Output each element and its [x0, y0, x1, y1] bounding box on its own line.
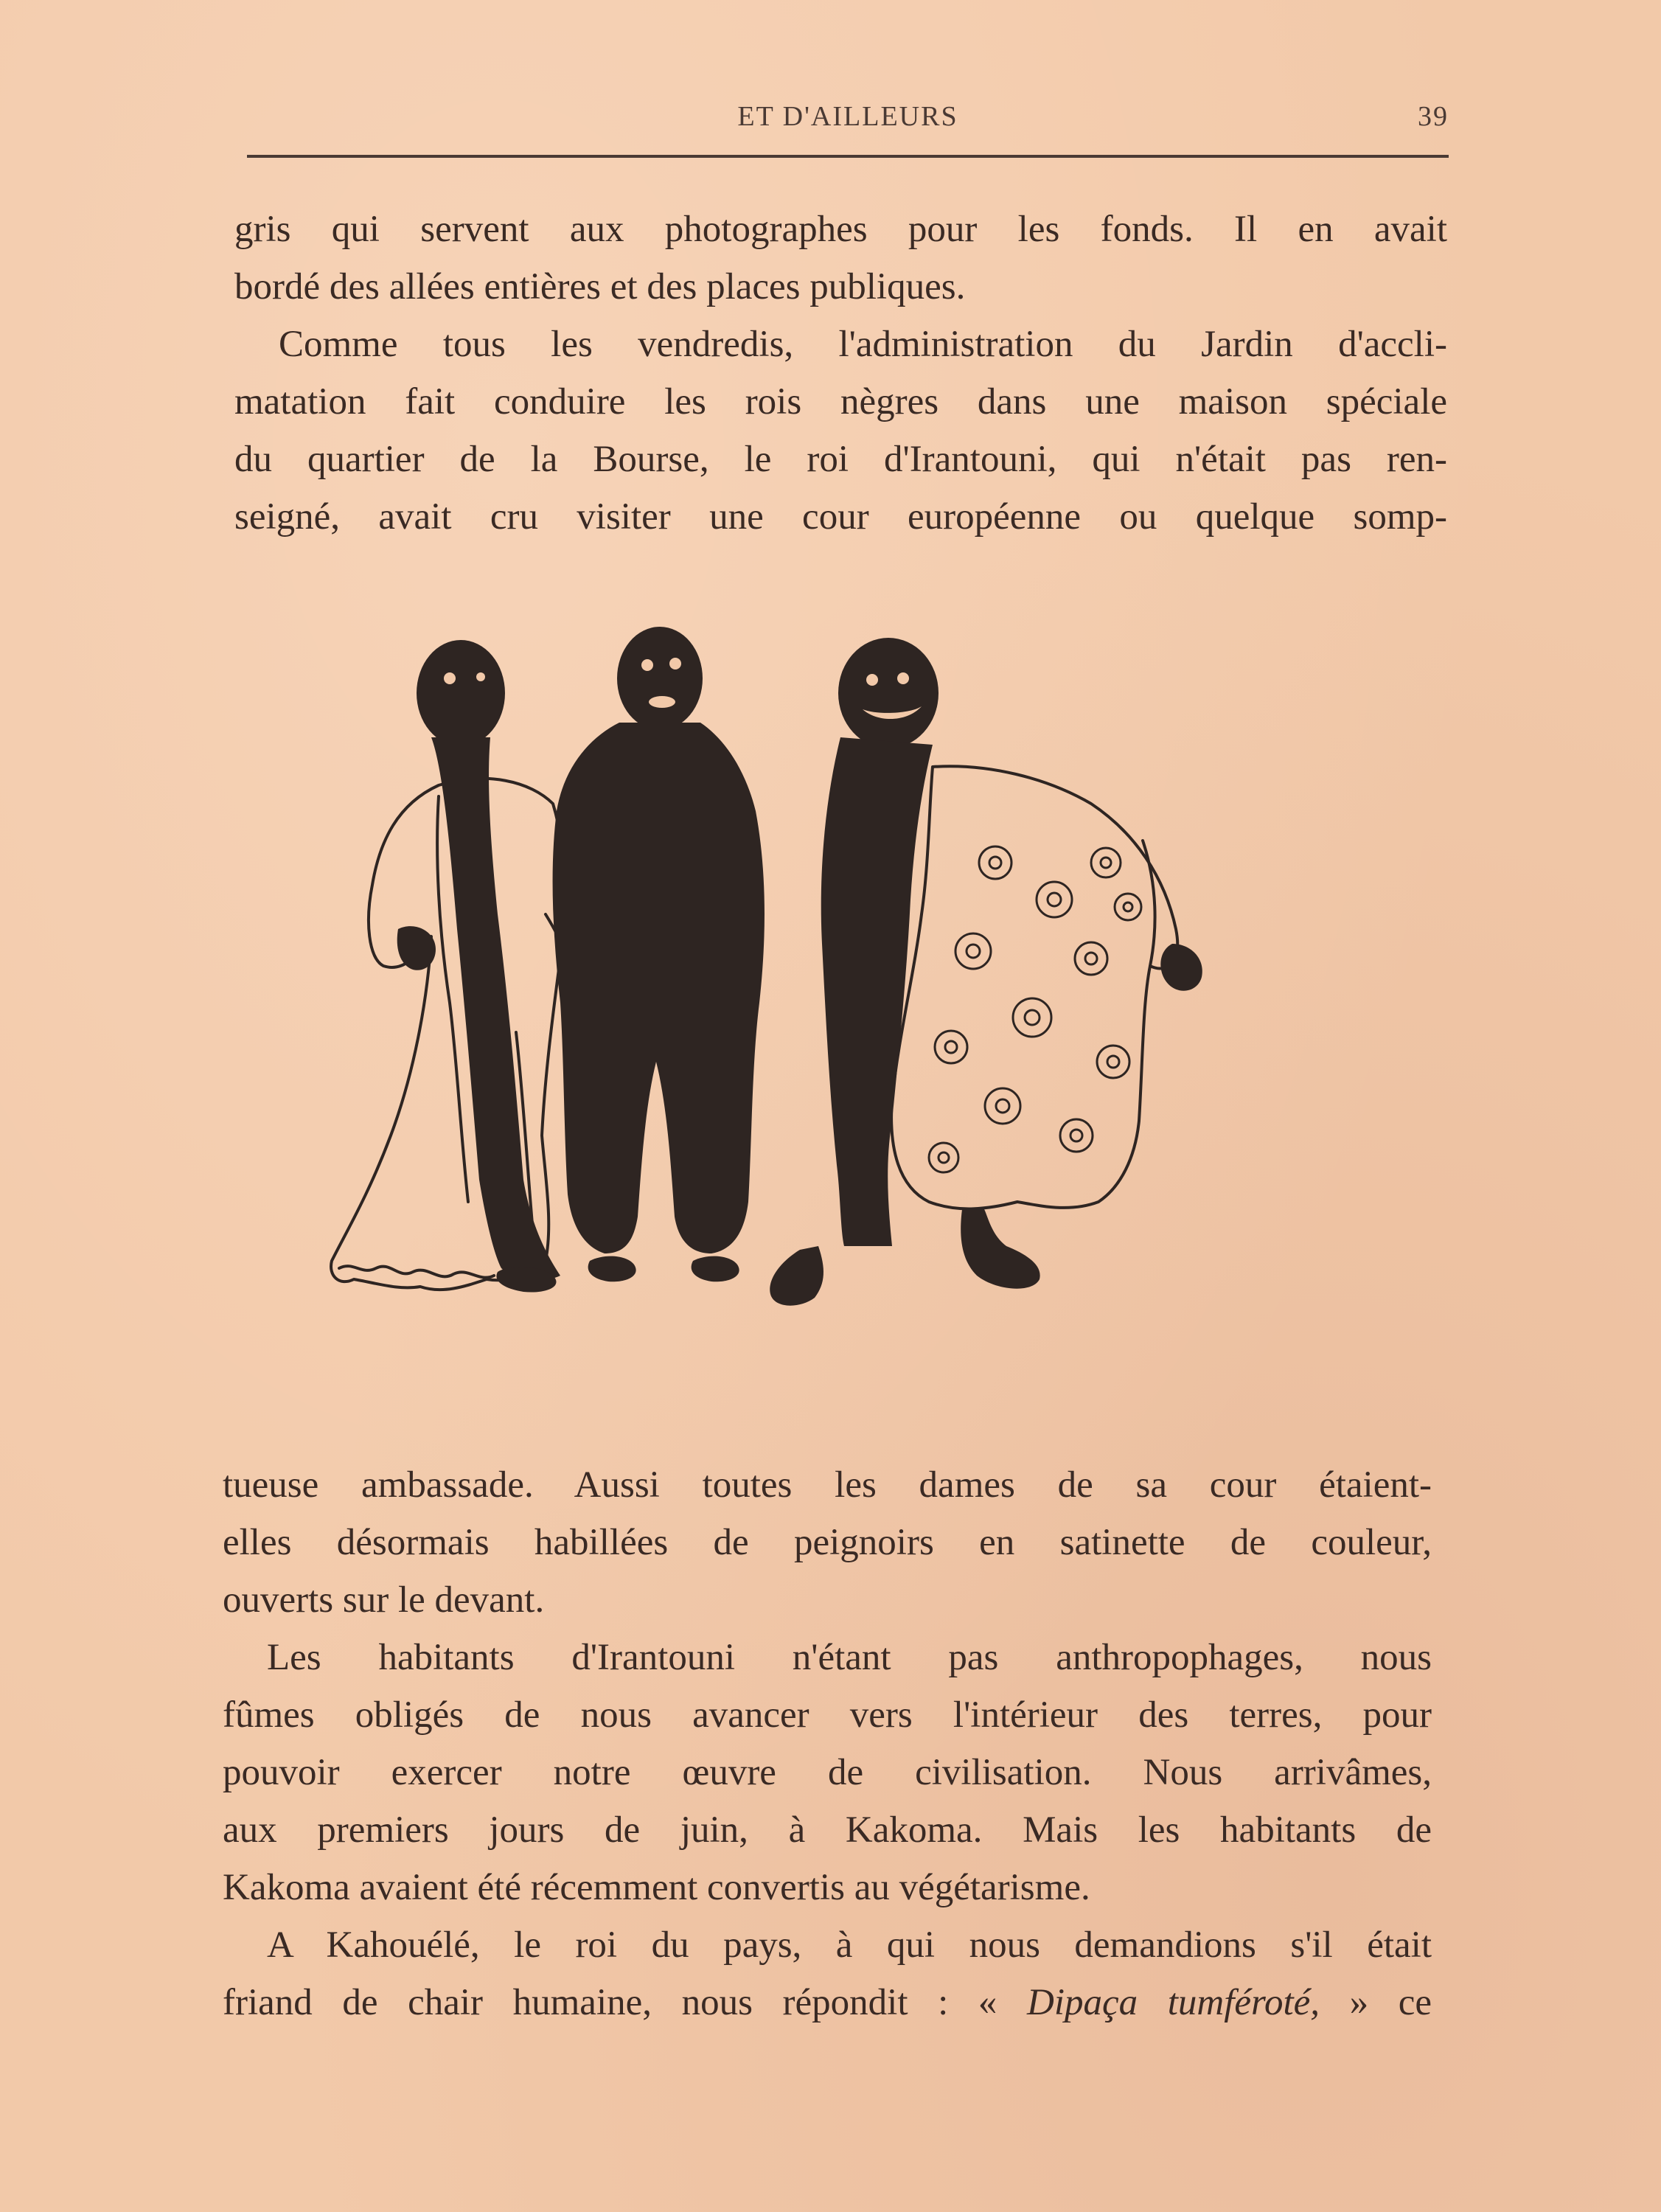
running-title: ET D'AILLEURS	[737, 101, 958, 132]
page-header	[247, 94, 1449, 139]
right-figure-hand	[1160, 944, 1202, 991]
top-paragraphs	[234, 201, 1447, 546]
text-span: friand de chair humaine, nous répondit : «	[223, 1982, 997, 2023]
middle-figure-head	[617, 627, 703, 730]
text-line: elles désormais habillées de peignoirs en satinette de couleur,	[223, 1522, 1432, 1563]
text-line: ouverts sur le devant.	[223, 1579, 545, 1621]
left-figure-head	[417, 640, 505, 746]
text-line: matation fait conduire les rois nègres dans une maison spéciale	[234, 381, 1447, 422]
text-line: Les habitants d'Irantouni n'étant pas anthropophages, nous	[267, 1637, 1432, 1678]
text-line: du quartier de la Bourse, le roi d'Irantouni, qui n'était pas ren-	[234, 439, 1447, 480]
text-line: fûmes obligés de nous avancer vers l'intérieur des terres, pour	[223, 1694, 1432, 1736]
text-line: gris qui servent aux photographes pour les fonds. Il en avait	[234, 209, 1447, 250]
text-span: » ce	[1349, 1982, 1432, 2023]
text-line-mixed	[223, 1974, 1432, 2031]
bottom-paragraphs	[223, 1456, 1432, 2031]
page-number: 39	[1418, 101, 1449, 132]
italic-phrase: Dipaça tumféroté,	[1026, 1982, 1320, 2023]
middle-figure-cloak	[553, 723, 765, 1253]
text-line: aux premiers jours de juin, à Kakoma. Mais les habitants de	[223, 1809, 1432, 1851]
text-line: tueuse ambassade. Aussi toutes les dames de sa cour étaient-	[223, 1464, 1432, 1506]
text-line: Comme tous les vendredis, l'administration du Jardin d'accli-	[279, 324, 1447, 365]
text-line: bordé des allées entières et des places publiques.	[234, 266, 966, 307]
text-line: pouvoir exercer notre œuvre de civilisation. Nous arrivâmes,	[223, 1752, 1432, 1793]
text-line: Kakoma avaient été récemment convertis au végétarisme.	[223, 1867, 1090, 1908]
right-figure-head	[838, 638, 939, 748]
text-line: seigné, avait cru visiter une cour européenne ou quelque somp-	[234, 496, 1447, 538]
text-line: A Kahouélé, le roi du pays, à qui nous demandions s'il était	[267, 1924, 1432, 1966]
header-rule	[247, 155, 1449, 158]
three-figures-illustration	[310, 619, 1357, 1371]
right-figure-robe	[891, 766, 1177, 1208]
